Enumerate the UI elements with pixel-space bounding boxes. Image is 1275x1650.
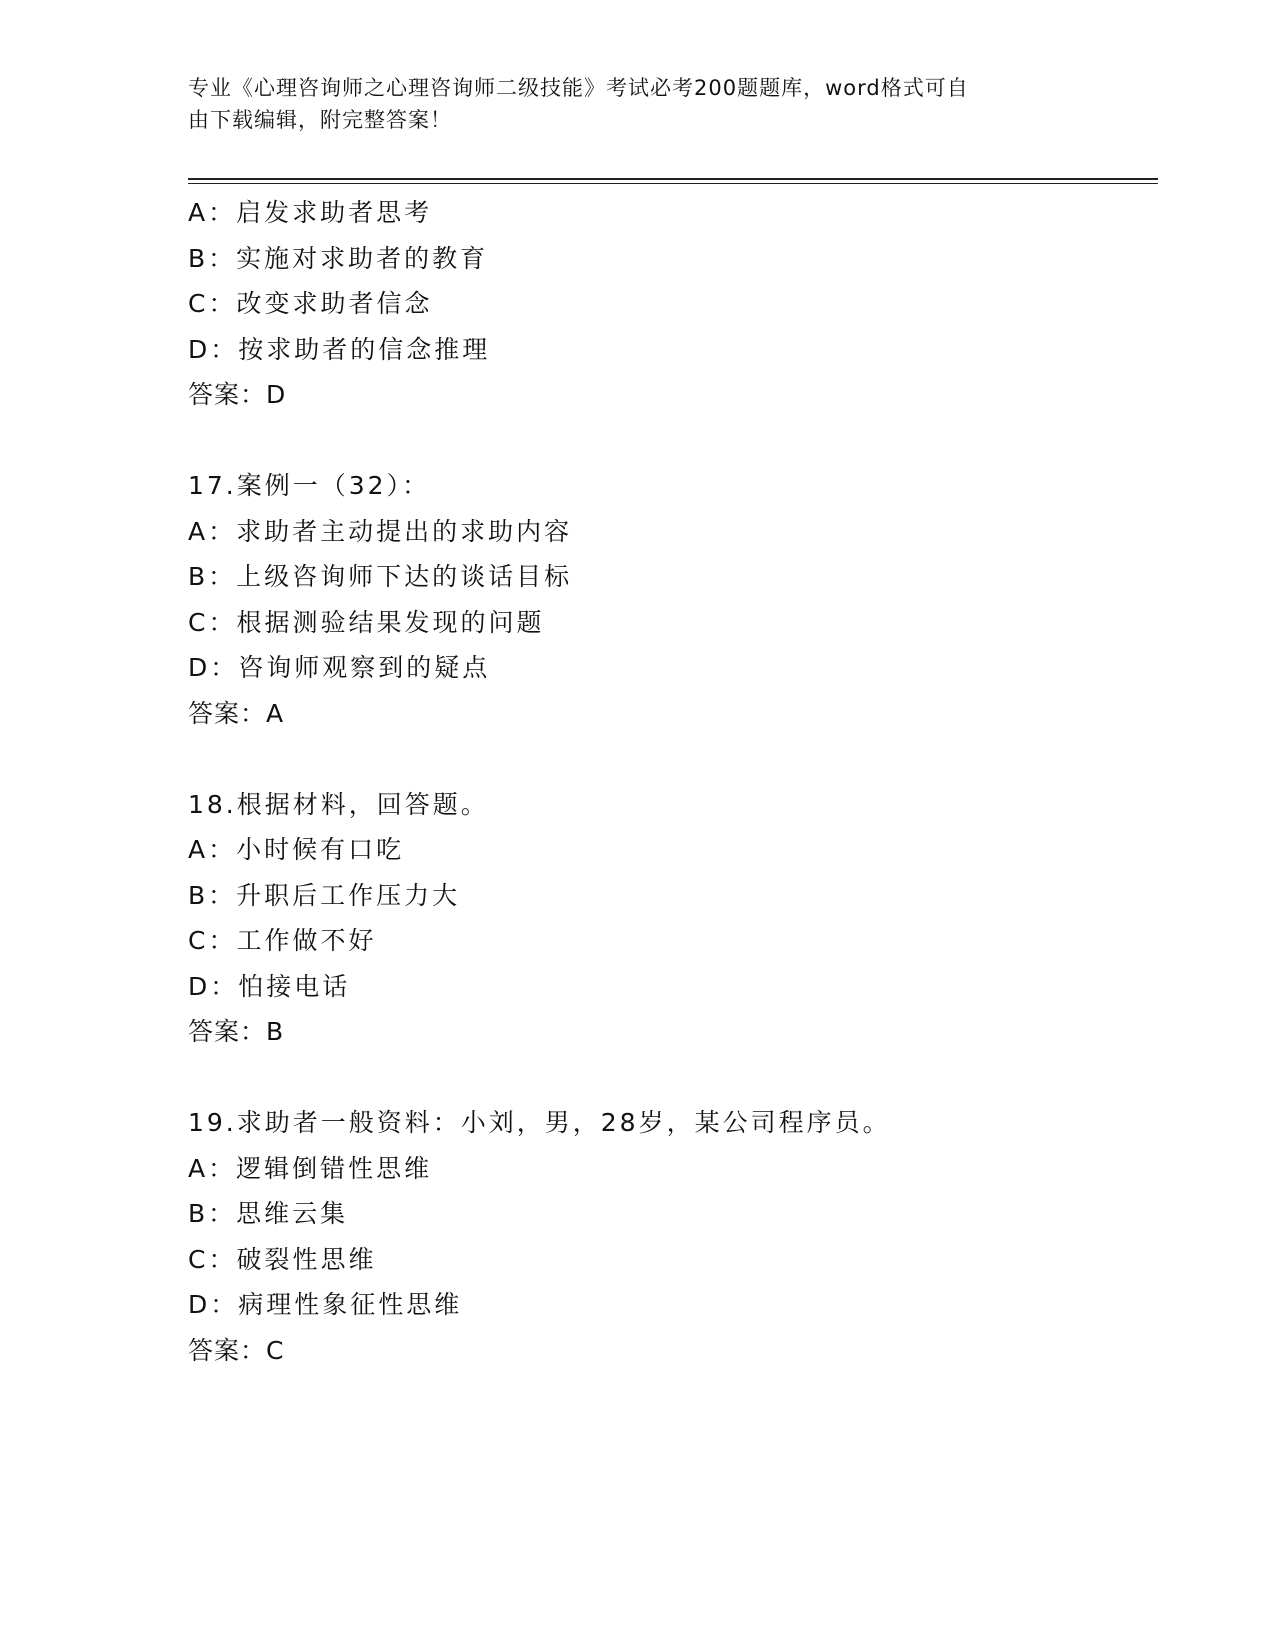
option-b: B：上级咨询师下达的谈话目标 — [188, 562, 573, 591]
question-title: 18.根据材料，回答题。 — [188, 789, 489, 819]
option-b: B：实施对求助者的教育 — [188, 243, 489, 273]
option-d: D：按求助者的信念推理 — [188, 334, 491, 364]
document-header — [188, 72, 1068, 136]
option-b: B：升职后工作压力大 — [188, 880, 461, 910]
answer: 答案：D — [188, 380, 287, 409]
question-list — [188, 190, 1168, 1373]
option-b: B：思维云集 — [188, 1199, 349, 1228]
question-title: 19.求助者一般资料：小刘，男，28岁，某公司程序员。 — [188, 1108, 891, 1137]
option-c: C：工作做不好 — [188, 926, 377, 955]
spacer — [188, 418, 1168, 464]
question-title: 17.案例一（32）： — [188, 471, 431, 500]
header-line-2: 由下载编辑，附完整答案！ — [188, 108, 452, 132]
option-d: D：怕接电话 — [188, 971, 351, 1001]
question-18 — [188, 782, 1168, 1055]
question-17 — [188, 463, 1168, 736]
option-a: A：逻辑倒错性思维 — [188, 1153, 433, 1183]
option-a: A：小时候有口吃 — [188, 835, 405, 864]
answer: 答案：B — [188, 1017, 285, 1046]
option-c: C：破裂性思维 — [188, 1244, 377, 1274]
option-c: C：改变求助者信念 — [188, 289, 433, 318]
header-rule-thick — [188, 178, 1158, 180]
option-a: A：启发求助者思考 — [188, 198, 433, 227]
option-c: C：根据测验结果发现的问题 — [188, 607, 545, 637]
option-d: D：病理性象征性思维 — [188, 1290, 463, 1319]
option-d: D：咨询师观察到的疑点 — [188, 653, 491, 682]
answer: 答案：C — [188, 1335, 285, 1365]
spacer — [188, 1055, 1168, 1101]
header-line-1: 专业《心理咨询师之心理咨询师二级技能》考试必考200题题库，word格式可自 — [188, 76, 969, 100]
option-a: A：求助者主动提出的求助内容 — [188, 516, 573, 546]
question-19 — [188, 1100, 1168, 1373]
spacer — [188, 736, 1168, 782]
header-rule-thin — [188, 183, 1158, 184]
question-16 — [188, 190, 1168, 418]
answer: 答案：A — [188, 698, 285, 728]
